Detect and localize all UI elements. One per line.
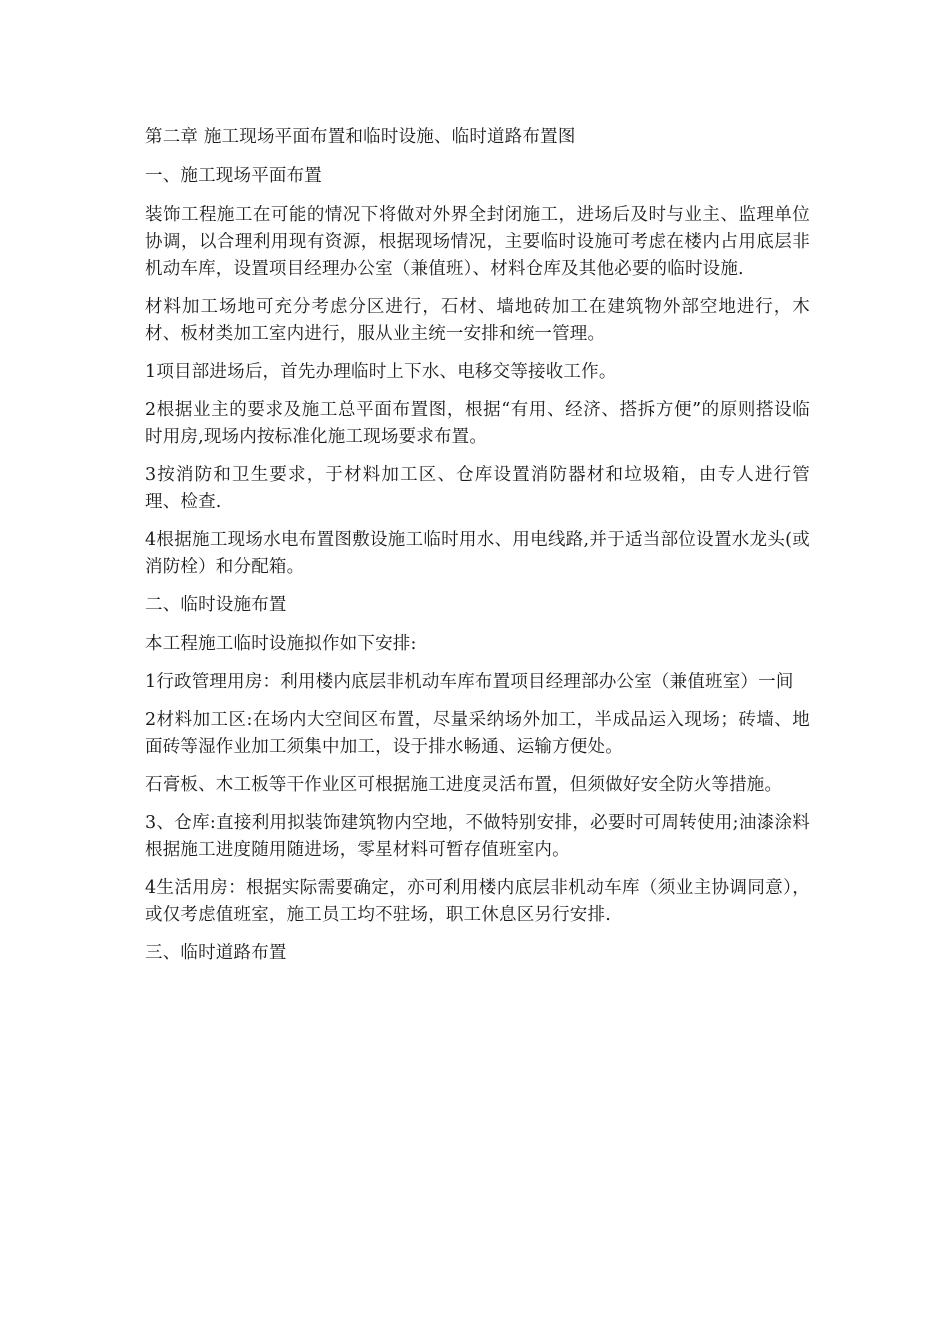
- list-item: 1行政管理用房：利用楼内底层非机动车库布置项目经理部办公室（兼值班室）一间: [145, 672, 794, 692]
- list-item: 4根据施工现场水电布置图敷设施工临时用水、用电线路,并于适当部位设置水龙头(或消防栓）和分配箱。: [145, 530, 810, 577]
- list-item: 3按消防和卫生要求，于材料加工区、仓库设置消防器材和垃圾箱，由专人进行管理、检查.: [145, 465, 810, 512]
- section-title-temporary-roads: 三、临时道路布置: [145, 943, 287, 963]
- section-title-temporary-facilities: 二、临时设施布置: [145, 595, 287, 615]
- paragraph: 石膏板、木工板等干作业区可根据施工进度灵活布置，但须做好安全防火等措施。: [145, 775, 783, 795]
- list-item: 4生活用房：根据实际需要确定，亦可利用楼内底层非机动车库（须业主协调同意），或仅考虑值班室，施工员工均不驻场，职工休息区另行安排.: [145, 878, 810, 925]
- document-body: [145, 124, 810, 979]
- paragraph: 本工程施工临时设施拟作如下安排:: [145, 634, 417, 654]
- list-item: 1项目部进场后，首先办理临时上下水、电移交等接收工作。: [145, 362, 617, 382]
- chapter-title: 第二章 施工现场平面布置和临时设施、临时道路布置图: [145, 127, 576, 147]
- list-item: 2根据业主的要求及施工总平面布置图，根据“有用、经济、搭拆方便”的原则搭设临时用房,现场内按标准化施工现场要求布置。: [145, 400, 810, 447]
- paragraph: 材料加工场地可充分考虑分区进行，石材、墙地砖加工在建筑物外部空地进行，木材、板材类加工室内进行，服从业主统一安排和统一管理。: [145, 297, 810, 344]
- paragraph: 装饰工程施工在可能的情况下将做对外界全封闭施工，进场后及时与业主、监理单位协调，以合理利用现有资源，根据现场情况，主要临时设施可考虑在楼内占用底层非机动车库，设置项目经理办公室（兼值班）、材料仓库及其他必要的临时设施.: [145, 205, 810, 279]
- list-item: 3、仓库:直接利用拟装饰建筑物内空地，不做特别安排，必要时可周转使用;油漆涂料根据施工进度随用随进场，零星材料可暂存值班室内。: [145, 813, 810, 860]
- section-title-site-layout: 一、施工现场平面布置: [145, 166, 322, 186]
- list-item: 2材料加工区:在场内大空间区布置，尽量采纳场外加工，半成品运入现场；砖墙、地面砖等湿作业加工须集中加工，设于排水畅通、运输方便处。: [145, 710, 810, 757]
